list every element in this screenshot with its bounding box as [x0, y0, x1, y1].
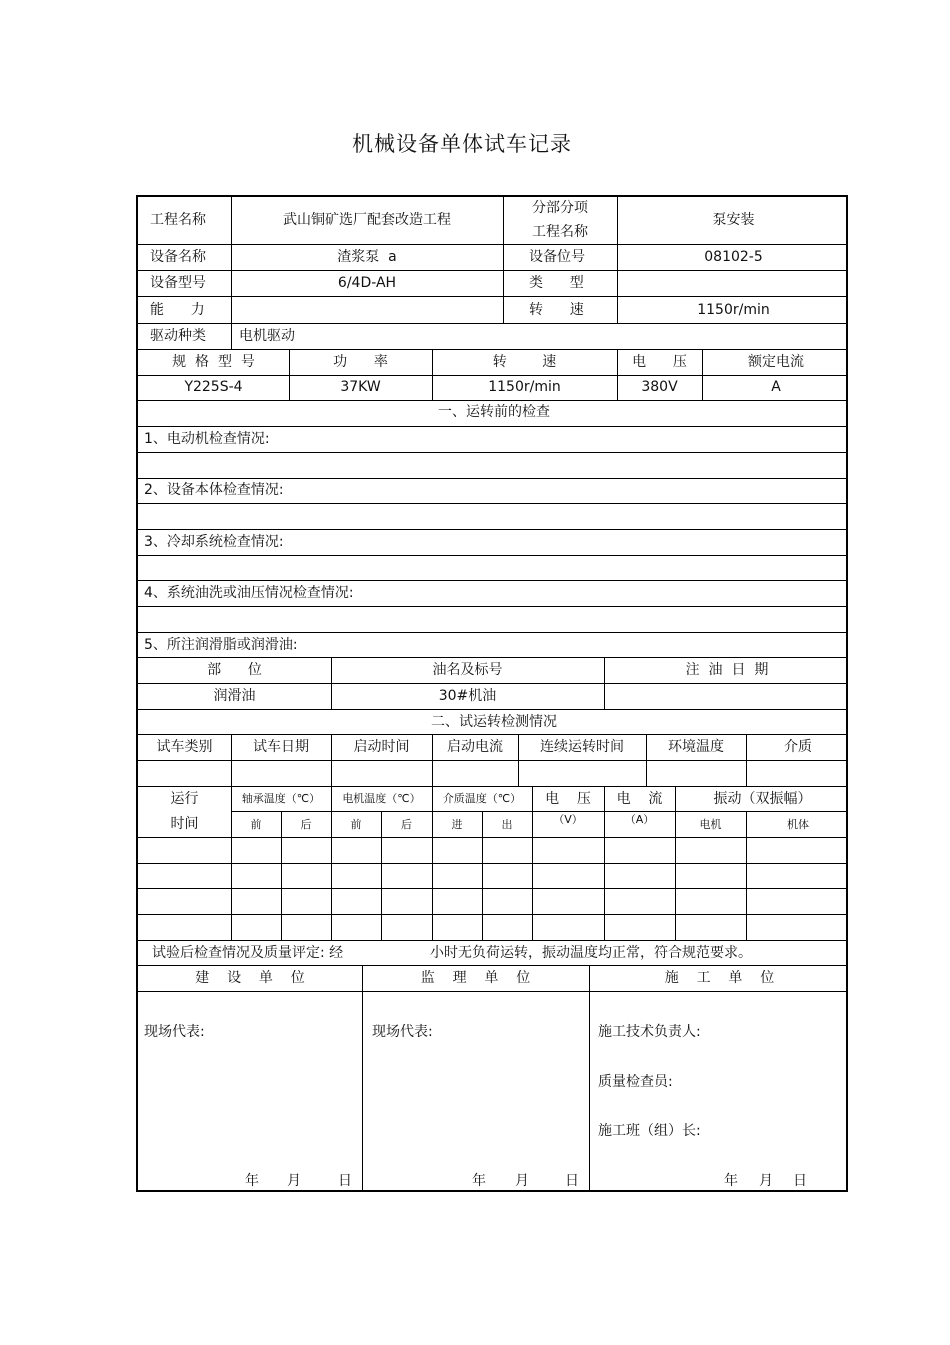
equip-name-value: 渣浆泵 a — [337, 249, 397, 265]
row-divider — [138, 657, 846, 658]
column-divider — [532, 786, 533, 940]
row-divider — [138, 349, 846, 350]
lube-header-oil: 油名及标号 — [432, 662, 503, 678]
row-divider — [138, 683, 846, 684]
equip-model-label: 设备型号 — [150, 275, 206, 291]
row-divider — [138, 375, 846, 376]
row-divider — [138, 452, 846, 453]
owner-site-rep-label: 现场代表: — [144, 1024, 205, 1040]
project-name-value: 武山铜矿选厂配套改造工程 — [283, 212, 451, 228]
row-divider — [138, 888, 846, 889]
row-divider — [138, 296, 846, 297]
equip-pos-value: 08102-5 — [704, 249, 763, 265]
voltage-label-2: （V） — [553, 813, 583, 826]
motor-back-label: 后 — [401, 818, 412, 831]
row-divider — [138, 632, 846, 633]
column-divider — [231, 786, 232, 940]
check-item-lubricant: 5、所注润滑脂或润滑油: — [144, 637, 298, 653]
section2-title: 二、试运转检测情况 — [431, 714, 557, 730]
column-divider — [604, 786, 605, 940]
owner-month-label: 月 — [287, 1173, 301, 1189]
contractor-day-label: 日 — [793, 1173, 807, 1189]
evaluation-prefix: 试验后检查情况及质量评定: 经 — [152, 945, 344, 961]
motor-speed-value: 1150r/min — [488, 379, 561, 395]
row-divider — [138, 734, 846, 735]
speed-label: 转 速 — [529, 302, 584, 318]
column-divider — [231, 323, 232, 349]
motor-model-value: Y225S-4 — [184, 379, 243, 395]
bearing-temp-label: 轴承温度（℃） — [241, 792, 321, 805]
row-divider — [138, 478, 846, 479]
row-divider — [138, 244, 846, 245]
sub-item-label-1: 分部分项 — [532, 200, 588, 216]
motor-header-model: 规 格 型 号 — [172, 354, 255, 370]
owner-unit-header: 建 设 单 位 — [195, 970, 305, 986]
check-item-cooling: 3、冷却系统检查情况: — [144, 534, 284, 550]
row-divider — [138, 529, 846, 530]
trial-header-date: 试车日期 — [253, 739, 309, 755]
lube-part-value: 润滑油 — [213, 688, 256, 704]
page-title: 机械设备单体试车记录 — [352, 132, 572, 156]
speed-value: 1150r/min — [697, 302, 770, 318]
lube-header-date: 注 油 日 期 — [685, 662, 769, 678]
row-divider — [138, 323, 846, 324]
motor-front-label: 前 — [350, 818, 362, 831]
lube-header-part: 部 位 — [207, 662, 262, 678]
check-item-motor: 1、电动机检查情况: — [144, 431, 270, 447]
row-divider — [138, 863, 846, 864]
row-divider — [138, 555, 846, 556]
row-divider — [138, 426, 846, 427]
vibration-label: 振动（双振幅） — [713, 791, 812, 807]
row-divider — [138, 940, 846, 941]
check-item-oil: 4、系统油洗或油压情况检查情况: — [144, 585, 354, 601]
row-divider — [138, 760, 846, 761]
owner-year-label: 年 — [245, 1173, 259, 1189]
drive-label: 驱动种类 — [150, 328, 206, 344]
contractor-year-label: 年 — [724, 1173, 738, 1189]
vibration-motor-label: 电机 — [699, 818, 722, 831]
row-divider — [138, 914, 846, 915]
bearing-front-label: 前 — [250, 818, 262, 831]
medium-outlet-label: 出 — [501, 818, 513, 831]
row-divider — [138, 606, 846, 607]
column-divider — [589, 965, 590, 1192]
row-divider — [138, 580, 846, 581]
row-divider — [138, 786, 846, 787]
motor-current-value: A — [771, 379, 781, 395]
bearing-back-label: 后 — [300, 818, 312, 831]
equip-model-value: 6/4D-AH — [337, 275, 397, 291]
trial-header-start-current: 启动电流 — [447, 739, 503, 755]
trial-header-continuous-time: 连续运转时间 — [540, 739, 624, 755]
motor-header-speed: 转 速 — [492, 354, 557, 370]
contractor-month-label: 月 — [759, 1173, 773, 1189]
current-label-1: 电 流 — [616, 791, 663, 807]
voltage-label-1: 电 压 — [545, 791, 591, 807]
trial-header-medium: 介质 — [784, 739, 812, 755]
trial-header-start-time: 启动时间 — [353, 739, 410, 755]
owner-day-label: 日 — [338, 1173, 352, 1189]
sub-item-value: 泵安装 — [712, 212, 755, 228]
type-label: 类 型 — [529, 275, 584, 291]
row-divider — [138, 965, 846, 966]
crew-lead-label: 施工班（组）长: — [598, 1123, 701, 1139]
column-divider — [675, 786, 676, 940]
trial-header-category: 试车类别 — [156, 739, 213, 755]
supervisor-site-rep-label: 现场代表: — [372, 1024, 433, 1040]
row-divider — [138, 991, 846, 992]
equip-pos-label: 设备位号 — [529, 249, 585, 265]
medium-inlet-label: 进 — [451, 818, 463, 831]
motor-voltage-value: 380V — [641, 379, 678, 395]
row-divider — [138, 709, 846, 710]
supervisor-year-label: 年 — [472, 1173, 486, 1189]
trial-run-record-table — [136, 195, 848, 1192]
motor-header-voltage: 电 压 — [632, 354, 687, 370]
motor-power-value: 37KW — [340, 379, 381, 395]
check-item-body: 2、设备本体检查情况: — [144, 482, 284, 498]
trial-header-ambient-temp: 环境温度 — [668, 739, 724, 755]
supervisor-day-label: 日 — [565, 1173, 579, 1189]
section1-title: 一、运转前的检查 — [438, 404, 550, 420]
row-divider — [138, 837, 846, 838]
capacity-label: 能 力 — [150, 302, 205, 318]
vibration-body-label: 机体 — [787, 818, 809, 831]
motor-header-power: 功 率 — [333, 354, 388, 370]
motor-temp-label: 电机温度（℃） — [342, 792, 421, 805]
evaluation-suffix: 小时无负荷运转，振动温度均正常，符合规范要求。 — [430, 945, 752, 961]
run-time-label-2: 时间 — [170, 816, 199, 832]
motor-header-current: 额定电流 — [748, 354, 804, 370]
tech-lead-label: 施工技术负责人: — [598, 1024, 701, 1040]
lube-oil-value: 30#机油 — [438, 688, 497, 704]
supervisor-month-label: 月 — [515, 1173, 529, 1189]
column-divider — [331, 786, 332, 940]
row-divider — [138, 400, 846, 401]
project-name-label: 工程名称 — [150, 212, 206, 228]
run-time-label-1: 运行 — [170, 791, 199, 807]
supervisor-unit-header: 监 理 单 位 — [420, 970, 531, 986]
drive-value: 电机驱动 — [239, 328, 295, 344]
medium-temp-label: 介质温度（℃） — [442, 792, 522, 805]
sub-item-label-2: 工程名称 — [532, 224, 588, 240]
current-label-2: （A） — [624, 813, 655, 826]
row-divider — [138, 270, 846, 271]
contractor-unit-header: 施 工 单 位 — [664, 970, 775, 986]
equip-name-label: 设备名称 — [150, 249, 206, 265]
row-divider — [138, 503, 846, 504]
column-divider — [362, 965, 363, 1192]
column-divider — [432, 786, 433, 940]
qc-label: 质量检查员: — [598, 1074, 673, 1090]
